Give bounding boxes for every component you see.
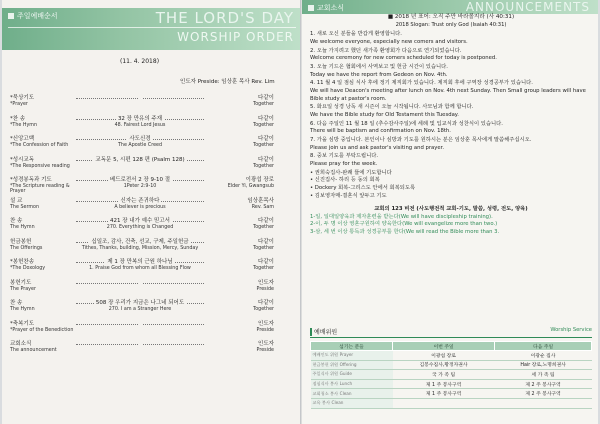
order-item-en: The Hymn <box>10 225 35 230</box>
slogan-ko: ■ 2018 년 표어: 오직 주만 바라볼지라 (사 40:31) <box>387 14 515 20</box>
service-next: 제 2 주 봉사구역 <box>495 379 592 389</box>
order-content-en <box>76 328 204 333</box>
announcement-en: Welcome ceremony for new comers scheduled for today is postponed. <box>310 55 497 62</box>
order-item: 찬 송 <box>10 300 23 306</box>
order-row <box>10 114 274 135</box>
service-row <box>311 360 592 370</box>
order-row-ko <box>10 319 274 327</box>
announcement-item <box>310 153 592 168</box>
order-content <box>76 339 204 345</box>
order-row-ko <box>10 339 274 347</box>
announcement-ko: 6. 다음 주일인 11 월 18 일 (추수감사주일)에 세례 및 입교식과 성찬식이 있습니다. <box>310 120 503 127</box>
order-content-text: 32 장 만유의 주재 <box>117 115 163 122</box>
service-row <box>311 379 592 389</box>
announcement-ko: 3. 오늘 기드온 협회에서 사역보고 및 헌금 시간이 있습니다. <box>310 63 448 70</box>
order-item-en: *The Hymn <box>10 122 38 128</box>
order-item-en: The Offerings <box>10 245 43 251</box>
service-title <box>310 327 337 336</box>
th-this: 이번 주일 <box>393 342 495 351</box>
order-content-en: 270. I am a Stranger Here <box>108 307 172 312</box>
order-person: 다같이 <box>258 156 274 163</box>
order-item-en: *Prayer of the Benediction <box>10 327 74 333</box>
order-person: 인도자 <box>258 341 274 347</box>
order-item: 찬 송 <box>10 218 23 224</box>
order-content <box>76 319 204 325</box>
order-person: 임상훈목사 <box>247 197 274 204</box>
order-row-en <box>10 266 274 271</box>
announcement-item <box>310 80 592 103</box>
service-this <box>393 398 495 408</box>
announcement-en: Today we have the report from Gedeon on Nov. 4th. <box>310 71 448 78</box>
order-row-ko <box>10 134 274 142</box>
vision-title <box>310 206 592 214</box>
order-person: 다같이 <box>258 136 274 142</box>
service-role-ko: 예배인도 위원 <box>312 352 339 358</box>
announcement-en: Please join us and ask pastor's visiting and prayer. <box>310 144 445 151</box>
order-row <box>10 134 274 155</box>
order-person: 다같이 <box>258 95 274 101</box>
order-content-text: 421 장 내가 예수 믿고서 <box>110 218 170 224</box>
order-person: 다같이 <box>258 218 274 224</box>
service-role <box>311 360 393 370</box>
prayer-item: • 권희숙집사-완쾌 뜰에 기도합니다 <box>310 169 392 176</box>
bar-icon <box>310 328 312 336</box>
service-leader: 인도자 Preside: 임상훈 목사 Rev. Lim <box>180 79 275 85</box>
order-content-text: 십일조, 감사, 건축, 선교, 구제, 주일헌금 <box>91 238 189 245</box>
order-person-en: Together <box>253 307 274 312</box>
order-item: 헌금봉헌 <box>10 238 32 245</box>
order-item-en: *The Confession of Faith <box>10 143 69 148</box>
order-row <box>10 298 274 319</box>
order-person: 다같이 <box>258 115 274 122</box>
order-row-en <box>10 184 274 194</box>
announcement-en: We have the Bible study for Old Testament this Tuesday. <box>310 111 459 118</box>
order-person-en: Together <box>253 245 274 251</box>
service-role-en: Offering <box>339 361 357 367</box>
service-role-ko: 현금봉헌 위원 <box>312 361 339 367</box>
prayer-list <box>310 170 592 200</box>
order-content <box>76 175 204 181</box>
service-table <box>310 341 592 409</box>
order-item-en: *The Responsive reading <box>10 163 70 169</box>
service-row <box>311 370 592 380</box>
order-content <box>76 257 204 263</box>
header-title: THE LORD'S DAY <box>155 9 294 27</box>
order-person-en: Together <box>253 225 274 230</box>
announcement-item <box>310 121 592 136</box>
order-person-en: Rev. Sam <box>251 204 274 210</box>
slogan-en: 2018 Slogan: Trust only God (Isaiah 40:31) <box>395 21 507 28</box>
announcement-en: There will be baptism and confirmation on Nov. 18th. <box>310 128 451 135</box>
order-row <box>10 155 274 176</box>
announcement-item <box>310 64 592 79</box>
order-content <box>76 134 204 140</box>
order-content-en: Tithes, Thanks, building, Mission, Mercy, Sunday <box>81 245 199 251</box>
announcement-ko: 8. 중보 기도를 부탁드립니다. <box>310 153 379 160</box>
order-row <box>10 237 274 258</box>
order-person: 다같이 <box>258 238 274 245</box>
order-content-en: 48. Fairest Lord Jesus <box>114 122 166 128</box>
prayer-item: • 김보영자매-결혼식 앞두고 기도 <box>310 192 387 199</box>
service-this: 제 1 주 봉사구역 <box>393 379 495 389</box>
order-item: *묵상기도 <box>10 95 35 101</box>
order-content-text: 제 1 장 만복의 근원 하나님 <box>107 259 173 265</box>
service-header <box>310 326 592 338</box>
order-person-en: Preside <box>256 286 274 292</box>
order-row-en <box>10 164 274 169</box>
service-role <box>311 370 393 380</box>
header-rule <box>8 27 296 28</box>
order-content-en <box>76 164 204 169</box>
service-this: 국 가 족 팀 <box>393 370 495 380</box>
order-content <box>76 298 204 304</box>
order-row-en <box>10 205 274 210</box>
th-next: 다음 주일 <box>495 342 592 351</box>
order-content <box>76 93 204 99</box>
order-row-ko <box>10 93 274 101</box>
order-row <box>10 175 274 196</box>
service-next: 세 가 족 팀 <box>495 370 592 380</box>
announcement-en: We welcome everyone, especially new comers and visitors. <box>310 38 468 45</box>
announcement-list <box>310 31 592 168</box>
vision-line: 3-삼, 세 번 이상 통독과 성경공부를 한다(We will read the Bible more than 3. <box>310 228 500 235</box>
order-person-en: Together <box>253 143 274 148</box>
service-row <box>311 351 592 361</box>
announce-header-band <box>302 0 598 14</box>
order-person-en: Together <box>253 163 274 169</box>
service-next: Hair 장로,노명희권사 <box>495 360 592 370</box>
order-row-ko <box>10 298 274 306</box>
order-person-en: Elder Yi, Gwangsub <box>227 184 274 189</box>
order-content-en: A believer is precious <box>114 204 166 210</box>
section-tag-label: 주일예배순서 <box>17 12 58 20</box>
service-role <box>311 379 393 389</box>
service-row <box>311 389 592 399</box>
vision-block <box>310 206 592 236</box>
vision-lines <box>310 214 592 237</box>
service-role-en: Guide <box>339 371 352 377</box>
service-role-ko: 점심식사 봉사 <box>312 381 339 387</box>
announcement-ko: 2. 오늘 가지려고 했던 새가족 환영회가 다음으로 연기되었습니다. <box>310 47 462 54</box>
vision-line: 1-일, 일대일양육과 제자훈련을 받는다(We will have discipleship training). <box>310 213 493 220</box>
order-content-text <box>138 93 142 99</box>
service-role-en: Clean <box>331 400 344 406</box>
announcement-ko: 4. 11 월 4 일 점심 식사 후에 정기 제직회가 있습니다. 제직회 후에 구역장 성경공부가 있습니다. <box>310 80 533 87</box>
order-person: 다같이 <box>258 300 274 306</box>
service-role-en: Clean <box>339 390 352 396</box>
service-this: 제 1 주 봉사구역 <box>393 389 495 399</box>
order-item: 설 교 <box>10 197 23 204</box>
service-role-en: Lunch <box>339 381 353 387</box>
square-icon <box>308 5 314 11</box>
prayer-item: • 신진집사- 하리 등 동의 회복 <box>310 177 380 184</box>
order-row <box>10 278 274 299</box>
order-item: 교회소식 <box>10 341 32 347</box>
order-item-en: The Hymn <box>10 307 35 312</box>
order-content-text: 베드로전서 2 장 9-10 절 <box>109 177 171 183</box>
order-content-text <box>138 339 142 345</box>
order-content-text: 508 장 우리가 지금은 나그네 되어도 <box>95 300 185 306</box>
order-content-en <box>76 287 204 292</box>
order-row-en <box>10 225 274 230</box>
service-this: 이광섭 장로 <box>393 351 495 361</box>
order-person-en: Preside <box>256 348 274 353</box>
order-content-text <box>138 278 142 284</box>
service-next: 제 2 주 봉사구역 <box>495 389 592 399</box>
announcement-ko: 1. 새로 오신 분들을 반갑게 환영합니다. <box>310 31 402 38</box>
order-row <box>10 93 274 114</box>
order-item-en: The announcement <box>10 348 57 353</box>
order-person-en: Together <box>253 102 274 107</box>
service-title-text: 예배위원 <box>314 329 338 336</box>
header-subtitle: WORSHIP ORDER <box>177 30 294 44</box>
order-content <box>76 196 204 202</box>
order-content <box>76 216 204 222</box>
service-next: 이광순 집사 <box>495 351 592 361</box>
order-content-text: 신자는 존귀하다 <box>120 197 160 204</box>
order-person: 다같이 <box>258 259 274 265</box>
order-row <box>10 319 274 340</box>
order-item: *봉헌찬송 <box>10 259 35 265</box>
order-item: *축복기도 <box>10 320 35 327</box>
order-row-en <box>10 143 274 148</box>
header-title: ANNOUNCEMENTS <box>465 0 590 14</box>
vision-title-text: 교회의 123 비전 (사도행전적 교회-기도, 말씀, 성령, 전도, 양육) <box>374 206 528 213</box>
order-row-ko <box>10 196 274 204</box>
prayer-item: • Dockery 회복-그리스도 안에서 회복되도록 <box>310 184 416 191</box>
order-row-en <box>10 102 274 107</box>
order-content <box>76 278 204 284</box>
order-row <box>10 196 274 217</box>
order-content <box>76 237 204 243</box>
order-content-text: 사도신경 <box>129 136 151 142</box>
order-row-ko <box>10 175 274 183</box>
announcement-item <box>310 48 592 63</box>
announcement-ko: 7. 가을 심방 중입니다. 본인이나 심방과 기도를 원하시는 분은 임상훈 목사에게 말씀해주십시오. <box>310 137 532 144</box>
order-content-en: The Apostle Creed <box>117 143 163 148</box>
announcement-ko: 5. 화요일 성경 낭독 새 시즌이 오늘 시작됩니다. 사모님과 함께 합니다. <box>310 104 474 111</box>
order-row-ko <box>10 114 274 122</box>
order-content-en <box>76 102 204 107</box>
service-this: 김봉수집사,황정자권사 <box>393 360 495 370</box>
section-tag-label: 교회소식 <box>317 4 345 12</box>
service-row <box>311 398 592 408</box>
order-row-ko <box>10 155 274 163</box>
announcement-item <box>310 104 592 119</box>
order-item-en: *The Doxology <box>10 266 46 271</box>
section-tag <box>8 11 58 21</box>
order-row <box>10 339 274 360</box>
order-row-en <box>10 328 274 333</box>
order-person-en: Preside <box>256 327 274 333</box>
order-item: *신앙고백 <box>10 136 35 142</box>
order-person-en: Together <box>253 266 274 271</box>
announcement-item <box>310 137 592 152</box>
order-content <box>76 155 204 161</box>
order-row-ko <box>10 237 274 245</box>
order-content-text: 교독문 5, 시편 128 편 (Psalm 128) <box>95 156 185 163</box>
order-content-en: 1. Praise God from whom all Blessing Flow <box>89 266 191 271</box>
announcement-en: We will have Deacon's meeting after lunch on Nov. 4th next Sunday. Then Small group leaders will have Bible study at pastor's room. <box>310 87 586 102</box>
order-row-en <box>10 287 274 292</box>
service-title-en: Worship Service <box>550 327 592 333</box>
order-item: *성경봉독과 기도 <box>10 177 52 183</box>
th-role: 섬기는 분들 <box>311 342 393 351</box>
announcements-page <box>302 0 598 424</box>
order-row <box>10 216 274 237</box>
announcement-item <box>310 31 592 46</box>
order-content-en <box>76 348 204 353</box>
square-icon <box>8 13 14 19</box>
worship-order-page <box>2 0 302 424</box>
order-content-en: 270. Everything is Changed <box>106 225 174 230</box>
service-role-ko: 주일식사 위원 <box>312 371 339 377</box>
order-content-text <box>138 319 142 325</box>
order-item: *성시교독 <box>10 156 35 163</box>
order-person: 이광섭 장로 <box>245 177 274 183</box>
order-row-en <box>10 348 274 353</box>
order-item: 봉헌기도 <box>10 279 32 286</box>
order-content <box>76 114 204 120</box>
order-row-en <box>10 246 274 251</box>
order-item-en: *The Scripture reading & Prayer <box>10 184 70 194</box>
order-row-en <box>10 307 274 312</box>
worship-header-band <box>2 8 302 50</box>
service-role <box>311 398 393 408</box>
service-role <box>311 351 393 361</box>
order-row-ko <box>10 278 274 286</box>
service-role-en: Prayer <box>339 352 354 358</box>
announcement-en: Please pray for the week. <box>310 161 378 167</box>
order-person: 인도자 <box>258 279 274 286</box>
service-next <box>495 398 592 408</box>
order-item-en: *Prayer <box>10 102 28 107</box>
order-person: 인도자 <box>258 320 274 327</box>
order-row <box>10 257 274 278</box>
service-role-ko: 교육 봉사 <box>312 400 331 406</box>
order-content-en: 1Peter 2:9-10 <box>123 184 157 189</box>
order-item: *찬 송 <box>10 115 26 122</box>
service-date: (11. 4. 2018) <box>120 58 160 65</box>
order-item-en: The Prayer <box>10 286 36 292</box>
service-role-ko: 교회청소 봉사 <box>312 390 339 396</box>
order-row-ko <box>10 257 274 265</box>
order-item-en: The Sermon <box>10 204 39 210</box>
order-person-en: Together <box>253 122 274 128</box>
order-row-ko <box>10 216 274 224</box>
order-row-en <box>10 123 274 128</box>
announcement-body <box>310 14 592 237</box>
section-tag <box>308 3 344 13</box>
service-role <box>311 389 393 399</box>
order-list <box>10 93 274 360</box>
vision-line: 2-이, 두 명 이상 영혼구원하여 양육한다(We will evangelize more than two.) <box>310 221 498 228</box>
